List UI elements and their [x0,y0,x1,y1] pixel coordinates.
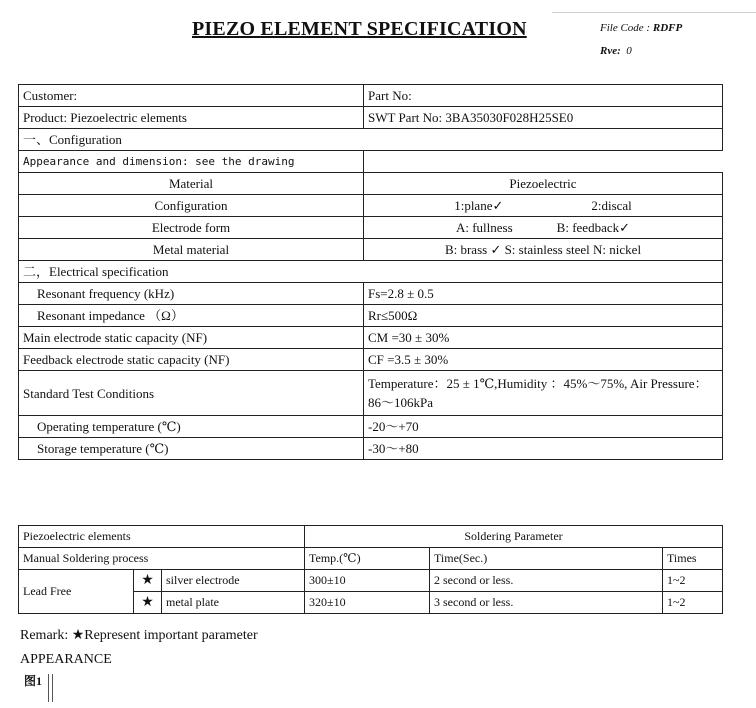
table-row [19,217,723,239]
table-row [19,107,723,129]
resonant-frequency-label: Resonant frequency (kHz) [19,283,364,305]
metal-value: B: brass ✓ S: stainless steel N: nickel [364,239,723,261]
solder-times: 1~2 [663,592,723,614]
operating-temp-value: -20～+70 [364,416,723,438]
customer-label: Customer: [19,85,364,107]
table-row [19,416,723,438]
part-no-label: Part No: [364,85,723,107]
file-code-label: File Code : [600,22,651,34]
test-conditions-label: Standard Test Conditions [19,371,364,416]
file-code [600,22,682,34]
table-row [19,526,723,548]
swt-part-no: SWT Part No: 3BA35030F028H25SE0 [364,107,723,129]
feedback-capacity-value: CF =3.5 ± 30% [364,349,723,371]
section-configuration: 一、Configuration [19,129,723,151]
col-times: Times [663,548,723,570]
soldering-table [18,525,723,614]
soldering-parameter-title: Soldering Parameter [305,526,723,548]
feedback-capacity-label: Feedback electrode static capacity (NF) [19,349,364,371]
table-row [19,239,723,261]
electrode-options [364,217,723,239]
table-row [19,438,723,460]
material-label: Material [19,173,364,195]
table-row [19,173,723,195]
electrode-type: metal plate [162,592,305,614]
remark: Remark: ★Represent important parameter [20,628,258,643]
resonant-impedance-value: Rr≤500Ω [364,305,723,327]
main-capacity-value: CM =30 ± 30% [364,327,723,349]
solder-time: 2 second or less. [430,570,663,592]
electrode-type: silver electrode [162,570,305,592]
solder-time: 3 second or less. [430,592,663,614]
table-row [19,261,723,283]
table-row [19,129,723,151]
material-value: Piezoelectric [364,173,723,195]
electrode-opt2: B: feedback✓ [556,220,631,235]
table-row [19,305,723,327]
main-capacity-label: Main electrode static capacity (NF) [19,327,364,349]
col-time: Time(Sec.) [430,548,663,570]
table-row [19,283,723,305]
operating-temp-label: Operating temperature (℃) [19,416,364,438]
table-row [19,349,723,371]
storage-temp-value: -30～+80 [364,438,723,460]
solder-times: 1~2 [663,570,723,592]
product-label: Product: Piezoelectric elements [19,107,364,129]
table-row [19,195,723,217]
document-title: PIEZO ELEMENT SPECIFICATION [192,18,527,40]
manual-soldering-label: Manual Soldering process [19,548,305,570]
revision [600,45,632,57]
star-icon: ★ [134,592,162,614]
file-code-value: RDFP [652,22,683,34]
spec-table [18,84,723,460]
solder-temp: 300±10 [305,570,430,592]
electrode-label: Electrode form [19,217,364,239]
section-electrical: 二，Electrical specification [19,261,723,283]
empty-cell [364,151,723,173]
figure-marker [48,674,53,702]
configuration-opt1: 1:plane✓ [454,198,504,213]
figure-label: 图1 [24,674,43,688]
appearance-note: Appearance and dimension: see the drawing [19,151,364,173]
table-row [19,371,723,416]
lead-free-label: Lead Free [19,570,134,614]
configuration-options [364,195,723,217]
electrode-opt1: A: fullness [455,220,513,235]
rev-value: 0 [626,45,632,57]
resonant-frequency-value: Fs=2.8 ± 0.5 [364,283,723,305]
test-conditions-value: Temperature：25 ± 1℃,Humidity ：45%～75%, Air Pressure：86～106kPa [364,371,723,416]
top-rule [552,12,756,13]
star-icon: ★ [134,570,162,592]
table-row [19,85,723,107]
solder-temp: 320±10 [305,592,430,614]
appearance-heading: APPEARANCE [20,652,112,667]
configuration-label: Configuration [19,195,364,217]
table-row [19,548,723,570]
piezo-elements-label: Piezoelectric elements [19,526,305,548]
col-temp: Temp.(℃) [305,548,430,570]
configuration-opt2: 2:discal [591,198,632,213]
table-row [19,151,723,173]
resonant-impedance-label: Resonant impedance （Ω） [19,305,364,327]
table-row [19,327,723,349]
storage-temp-label: Storage temperature (℃) [19,438,364,460]
metal-label: Metal material [19,239,364,261]
rev-label: Rve: [600,45,621,57]
table-row [19,570,723,592]
